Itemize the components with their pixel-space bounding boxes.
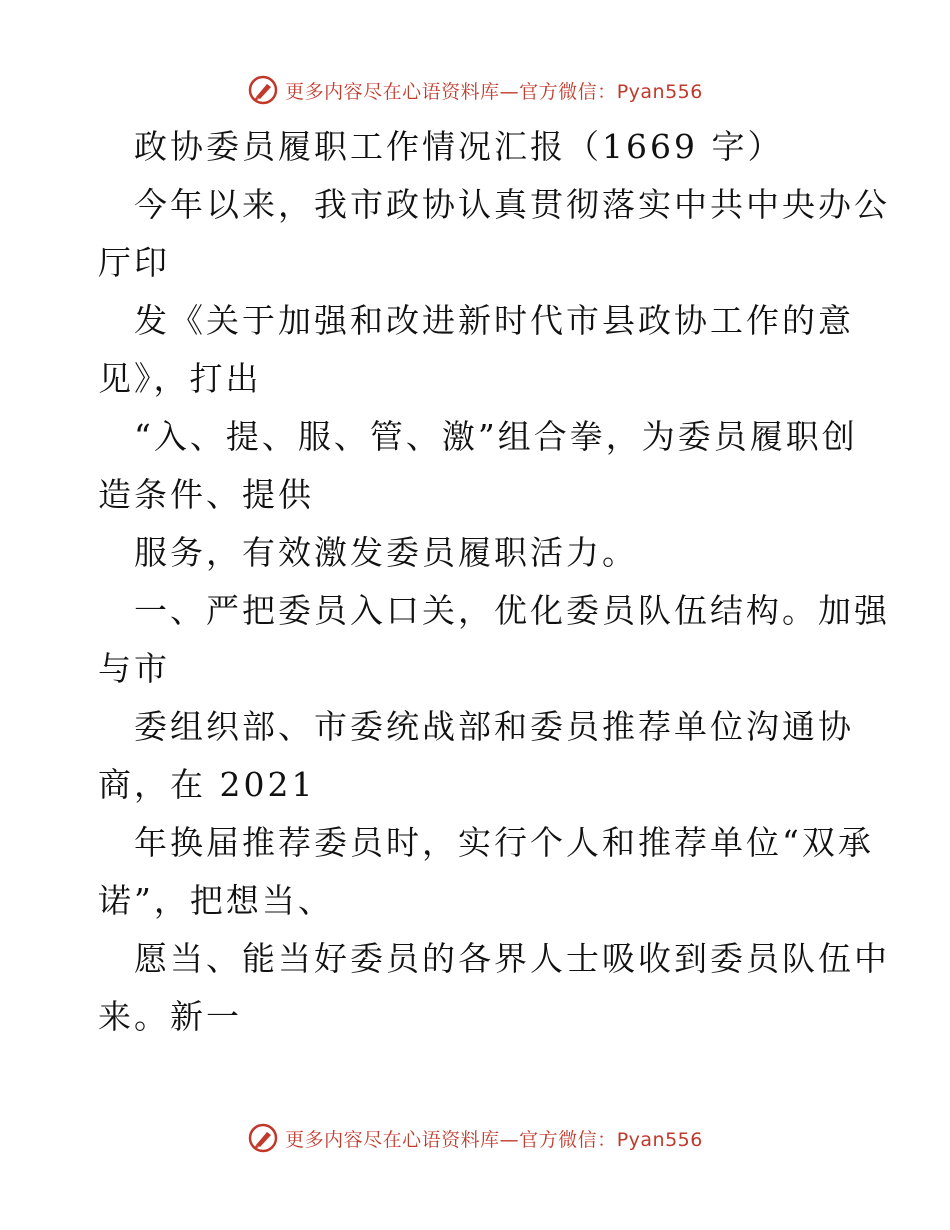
paragraph-line: 委组织部、市委统战部和委员推荐单位沟通协 <box>134 707 854 746</box>
watermark-site-text: 更多内容尽在心语资料库 <box>285 1128 500 1151</box>
paragraph-line: 与市 <box>98 649 170 688</box>
pen-logo-icon <box>247 1122 279 1154</box>
watermark-wechat-label: 官方微信： <box>519 1128 617 1151</box>
paragraph-line: 商，在 2021 <box>98 765 316 804</box>
watermark-separator: — <box>499 80 520 103</box>
paragraph-line: 一、严把委员入口关，优化委员队伍结构。加强 <box>134 591 890 630</box>
paragraph-line: 来。新一 <box>98 997 242 1036</box>
document-body <box>98 118 898 1046</box>
watermark-account: Pyan556 <box>616 1128 703 1151</box>
paragraph-line: 造条件、提供 <box>98 475 314 514</box>
document-title: 政协委员履职工作情况汇报（1669 字） <box>134 127 784 166</box>
paragraph-line: “入、提、服、管、激”组合拳，为委员履职创 <box>134 417 858 456</box>
paragraph-line: 年换届推荐委员时，实行个人和推荐单位“双承 <box>134 823 874 862</box>
pen-logo-icon <box>247 74 279 106</box>
watermark-site-text: 更多内容尽在心语资料库 <box>285 80 500 103</box>
paragraph-line: 今年以来，我市政协认真贯彻落实中共中央办公 <box>134 185 890 224</box>
paragraph-line: 诺”，把想当、 <box>98 881 334 920</box>
watermark-wechat-label: 官方微信： <box>519 80 617 103</box>
paragraph-line: 服务，有效激发委员履职活力。 <box>134 533 638 572</box>
paragraph-line: 厅印 <box>98 243 170 282</box>
paragraph-line: 愿当、能当好委员的各界人士吸收到委员队伍中 <box>134 939 890 978</box>
watermark-separator: — <box>499 1128 520 1151</box>
paragraph-line: 见》，打出 <box>98 359 262 398</box>
footer-watermark <box>0 1118 950 1158</box>
watermark-text <box>285 1125 703 1152</box>
watermark-account: Pyan556 <box>616 80 703 103</box>
watermark-text <box>285 77 703 104</box>
paragraph-line: 发《关于加强和改进新时代市县政协工作的意 <box>134 301 854 340</box>
header-watermark <box>0 70 950 110</box>
